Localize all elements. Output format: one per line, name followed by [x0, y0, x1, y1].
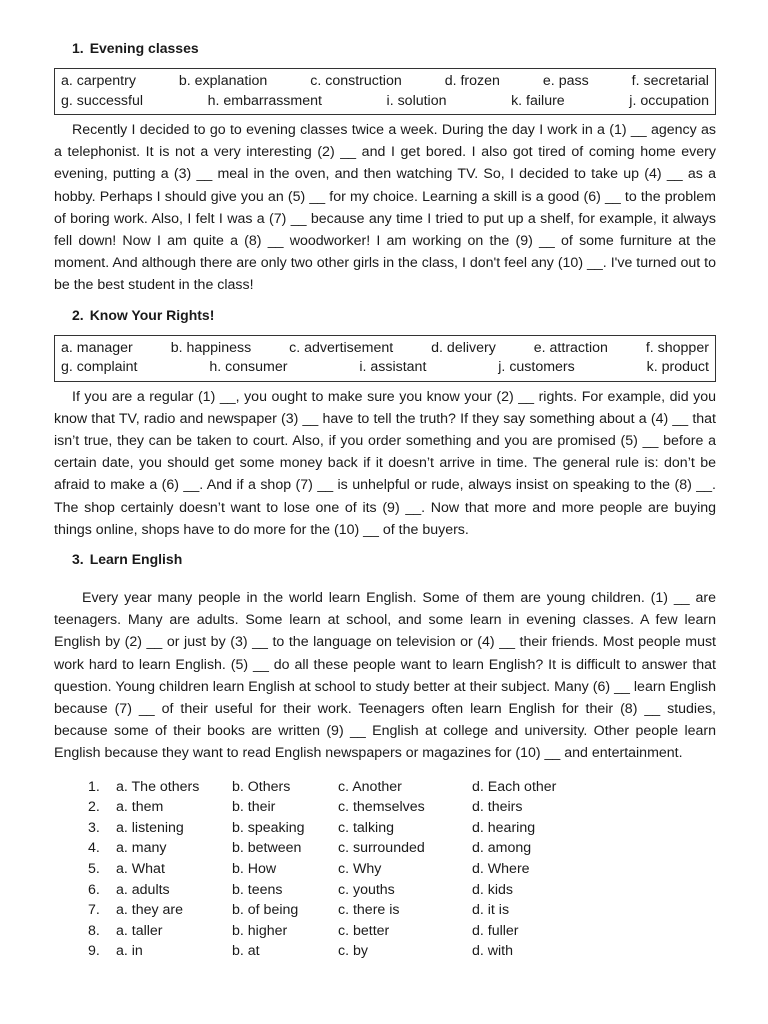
choice-b: b. of being — [232, 902, 299, 919]
choice-c: c. surrounded — [338, 840, 425, 857]
choice-c: c. there is — [338, 902, 400, 919]
choice-c: c. youths — [338, 881, 395, 898]
question-number: 3. — [88, 819, 100, 836]
question-number: 7. — [88, 902, 100, 919]
choice-d: d. among — [472, 840, 532, 857]
choice-a: a. many — [116, 840, 167, 857]
word-option: d. delivery — [431, 339, 496, 356]
word-option: h. consumer — [209, 359, 288, 376]
section-paragraph: Every year many people in the world learn English. Some of them are young children. (1) __ are teenagers. Many are adults. Some learn at school, and some learn in evening classes. A few learn English by (2) __ or just by (3) __ to the language on television or (4) __ their friends. Most people must work hard to learn English. (5) __ do all these people want to learn English? It is difficult to answer that question. Young children learn English at school to study better at their subject. Many (6) __ learn English because (7) __ of their useful for their work. Teenagers often learn English for their (8) __ studies, because some of their books are written (9) __ English at college and university. Other people learn English because they want to read English newspapers or magazines for (10) __ and entertainment. — [54, 590, 716, 762]
word-option: f. shopper — [645, 339, 709, 356]
choice-b: b. teens — [232, 881, 283, 898]
choice-a: a. listening — [116, 819, 184, 836]
section-heading — [72, 541, 716, 577]
choice-a: a. adults — [116, 881, 170, 898]
section-evening-classes — [54, 30, 716, 297]
section-title: Learn English — [89, 551, 183, 568]
choice-a: a. taller — [116, 922, 163, 939]
word-bank-row — [61, 92, 709, 112]
section-paragraph: Recently I decided to go to evening classes twice a week. During the day I work in a (1) __ agency as a telephonist. It is not a very interesting (2) __ and I get bored. I also got tired of coming home every evening, putting a (3) __ meal in the oven, and then watching TV. So, I decided to take up (4) __ as a hobby. Perhaps I should give you an (5) __ for my choice. Learning a skill is a good (6) __ to the problem of boring work. Also, I felt I was a (7) __ because any time I tried to put up a shelf, for example, it always fell down! Now I am quite a (8) __ woodworker! I am working on the (9) __ of some furniture at the moment. And although there are only two other girls in the class, I don't feel any (10) __. I've turned out to be the best student in the class! — [54, 122, 716, 294]
question-number: 1. — [88, 778, 100, 795]
option-row — [88, 921, 716, 942]
choice-c: c. talking — [338, 819, 394, 836]
word-option: k. product — [646, 359, 709, 376]
word-option: f. secretarial — [631, 73, 709, 89]
question-number: 2. — [88, 799, 100, 816]
word-option: i. assistant — [359, 359, 427, 376]
choice-c: c. themselves — [338, 799, 425, 816]
section-title: Know Your Rights! — [89, 306, 215, 323]
section-number: 1. — [72, 40, 84, 56]
option-row — [88, 880, 716, 901]
option-row — [88, 859, 716, 880]
choice-b: b. speaking — [232, 819, 305, 836]
word-option: a. manager — [61, 339, 133, 356]
question-number: 4. — [88, 840, 100, 857]
option-row — [88, 900, 716, 921]
choice-b: b. Others — [232, 778, 291, 795]
choice-a: a. The others — [116, 778, 200, 795]
choice-c: c. Another — [338, 778, 402, 795]
section-learn-english — [54, 541, 716, 962]
choice-d: d. with — [472, 943, 514, 960]
word-option: j. occupation — [629, 92, 709, 109]
choice-c: c. Why — [338, 861, 382, 878]
word-option: g. successful — [61, 92, 144, 109]
choice-d: d. Each other — [472, 778, 557, 795]
word-option: h. embarrassment — [207, 92, 322, 109]
word-option: a. carpentry — [61, 73, 136, 89]
word-option: e. attraction — [533, 339, 608, 356]
question-number: 5. — [88, 861, 100, 878]
section-title: Evening classes — [89, 40, 199, 56]
choice-a: a. them — [116, 799, 164, 816]
choice-b: b. higher — [232, 922, 288, 939]
option-row — [88, 838, 716, 859]
section-paragraph: If you are a regular (1) __, you ought to make sure you know your (2) __ rights. For example, did you know that TV, radio and newspaper (3) __ have to tell the truth? If they say something about a (4) __ that isn’t true, they can be taken to court. Also, if you order something and you are promised (5) __ before a certain date, you should get some money back if it doesn’t arrive in time. The general rule is: don’t be afraid to make a (6) __. And if a shop (7) __ is unhelpful or rude, always insist on speaking to the (8) __. The shop certainly doesn’t want to lose one of its (9) __. Now that more and more people are buying things online, shops have to do more for the (10) __ of the buyers. — [54, 388, 716, 538]
choice-d: d. Where — [472, 861, 530, 878]
choice-d: d. fuller — [472, 922, 519, 939]
section-heading — [72, 297, 716, 333]
option-row — [88, 797, 716, 818]
choice-b: b. at — [232, 943, 260, 960]
word-option: d. frozen — [444, 73, 500, 89]
word-bank — [54, 335, 716, 382]
option-row — [88, 818, 716, 839]
word-option: k. failure — [511, 92, 565, 109]
word-bank — [54, 68, 716, 115]
choice-b: b. How — [232, 861, 277, 878]
section-heading — [72, 30, 716, 66]
choice-b: b. between — [232, 840, 302, 857]
word-option: g. complaint — [61, 359, 138, 376]
word-option: c. advertisement — [289, 339, 394, 356]
word-bank-row — [61, 358, 709, 378]
choice-a: a. in — [116, 943, 143, 960]
question-number: 8. — [88, 922, 100, 939]
choice-d: d. hearing — [472, 819, 536, 836]
choice-a: a. they are — [116, 902, 184, 919]
word-option: i. solution — [386, 92, 447, 109]
question-number: 6. — [88, 881, 100, 898]
section-number: 2. — [72, 306, 84, 323]
word-option: e. pass — [542, 73, 589, 89]
word-bank-row — [61, 72, 709, 92]
choice-b: b. their — [232, 799, 276, 816]
word-bank-row — [61, 339, 709, 359]
word-option: b. happiness — [170, 339, 252, 356]
section-number: 3. — [72, 551, 84, 568]
option-row — [88, 941, 716, 962]
choice-c: c. better — [338, 922, 390, 939]
choice-d: d. it is — [472, 902, 510, 919]
choice-d: d. kids — [472, 881, 514, 898]
multiple-choice-options — [88, 777, 716, 962]
choice-a: a. What — [116, 861, 165, 878]
word-option: c. construction — [310, 73, 402, 89]
worksheet-page — [54, 30, 716, 962]
choice-c: c. by — [338, 943, 368, 960]
choice-d: d. theirs — [472, 799, 523, 816]
word-option: j. customers — [498, 359, 575, 376]
option-row — [88, 777, 716, 798]
word-option: b. explanation — [178, 73, 268, 89]
section-know-your-rights — [54, 297, 716, 541]
question-number: 9. — [88, 943, 100, 960]
